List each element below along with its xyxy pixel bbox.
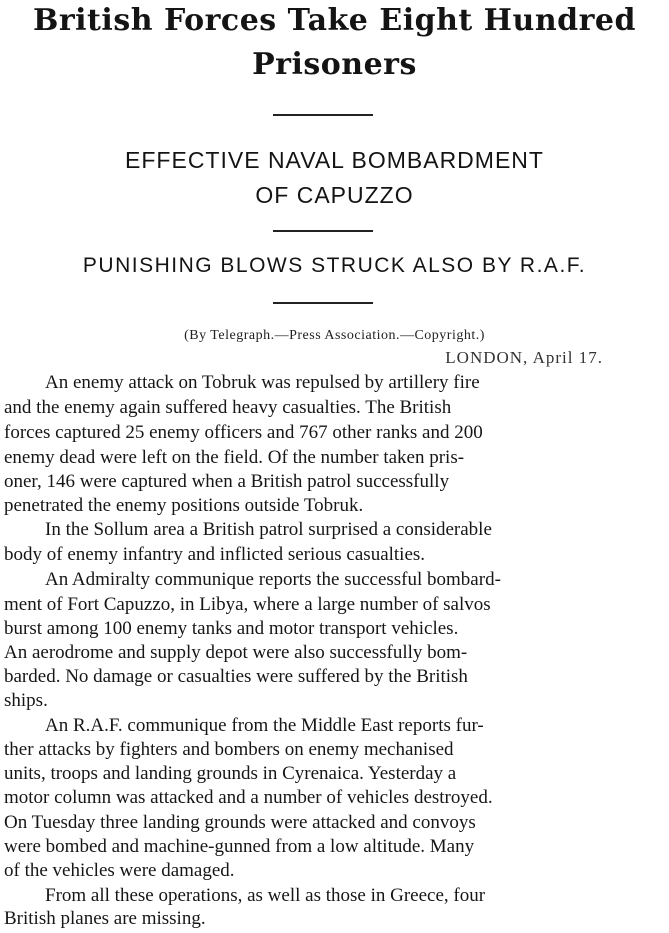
body-line: forces captured 25 enemy officers and 767 other ranks and 200 bbox=[4, 422, 483, 443]
body-line: From all these operations, as well as those in Greece, four bbox=[45, 885, 486, 906]
body-line: An aerodrome and supply depot were also successfully bom- bbox=[4, 642, 468, 663]
body-line: enemy dead were left on the field. Of the number taken pris- bbox=[4, 447, 465, 468]
divider-rule bbox=[273, 114, 373, 116]
body-line: An enemy attack on Tobruk was repulsed by artillery fire bbox=[45, 372, 480, 393]
body-line: In the Sollum area a British patrol surprised a considerable bbox=[45, 519, 492, 540]
body-line: burst among 100 enemy tanks and motor transport vehicles. bbox=[4, 618, 459, 639]
body-line: ships. bbox=[4, 690, 48, 711]
headline-line-2: Prisoners bbox=[252, 47, 417, 82]
divider-rule bbox=[273, 302, 373, 304]
byline: (By Telegraph.—Press Association.—Copyright.) bbox=[184, 328, 485, 343]
headline-line-1: British Forces Take Eight Hundred bbox=[33, 3, 636, 38]
body-line: British planes are missing. bbox=[4, 908, 206, 929]
body-line: of the vehicles were damaged. bbox=[4, 860, 235, 881]
subheadline-line-2: OF CAPUZZO bbox=[255, 182, 414, 208]
body-line: units, troops and landing grounds in Cyrenaica. Yesterday a bbox=[4, 763, 457, 784]
body-line: ther attacks by fighters and bombers on enemy mechanised bbox=[4, 739, 454, 760]
body-line: barded. No damage or casualties were suffered by the British bbox=[4, 666, 468, 687]
dateline: LONDON, April 17. bbox=[445, 348, 603, 367]
body-line: On Tuesday three landing grounds were attacked and convoys bbox=[4, 812, 476, 833]
body-line: oner, 146 were captured when a British patrol successfully bbox=[4, 471, 450, 492]
body-line: ment of Fort Capuzzo, in Libya, where a large number of salvos bbox=[4, 594, 491, 615]
body-line: were bombed and machine-gunned from a low altitude. Many bbox=[4, 836, 475, 857]
body-line: motor column was attacked and a number of vehicles destroyed. bbox=[4, 787, 493, 808]
body-line: penetrated the enemy positions outside Tobruk. bbox=[4, 495, 364, 516]
second-subheadline: PUNISHING BLOWS STRUCK ALSO BY R.A.F. bbox=[82, 254, 587, 277]
body-line: An R.A.F. communique from the Middle East reports fur- bbox=[45, 715, 484, 736]
body-line: body of enemy infantry and inflicted serious casualties. bbox=[4, 544, 426, 565]
body-line: An Admiralty communique reports the successful bombard- bbox=[45, 569, 501, 590]
divider-rule bbox=[273, 230, 373, 232]
subheadline-line-1: EFFECTIVE NAVAL BOMBARDMENT bbox=[125, 147, 544, 173]
body-line: and the enemy again suffered heavy casualties. The British bbox=[4, 397, 452, 418]
